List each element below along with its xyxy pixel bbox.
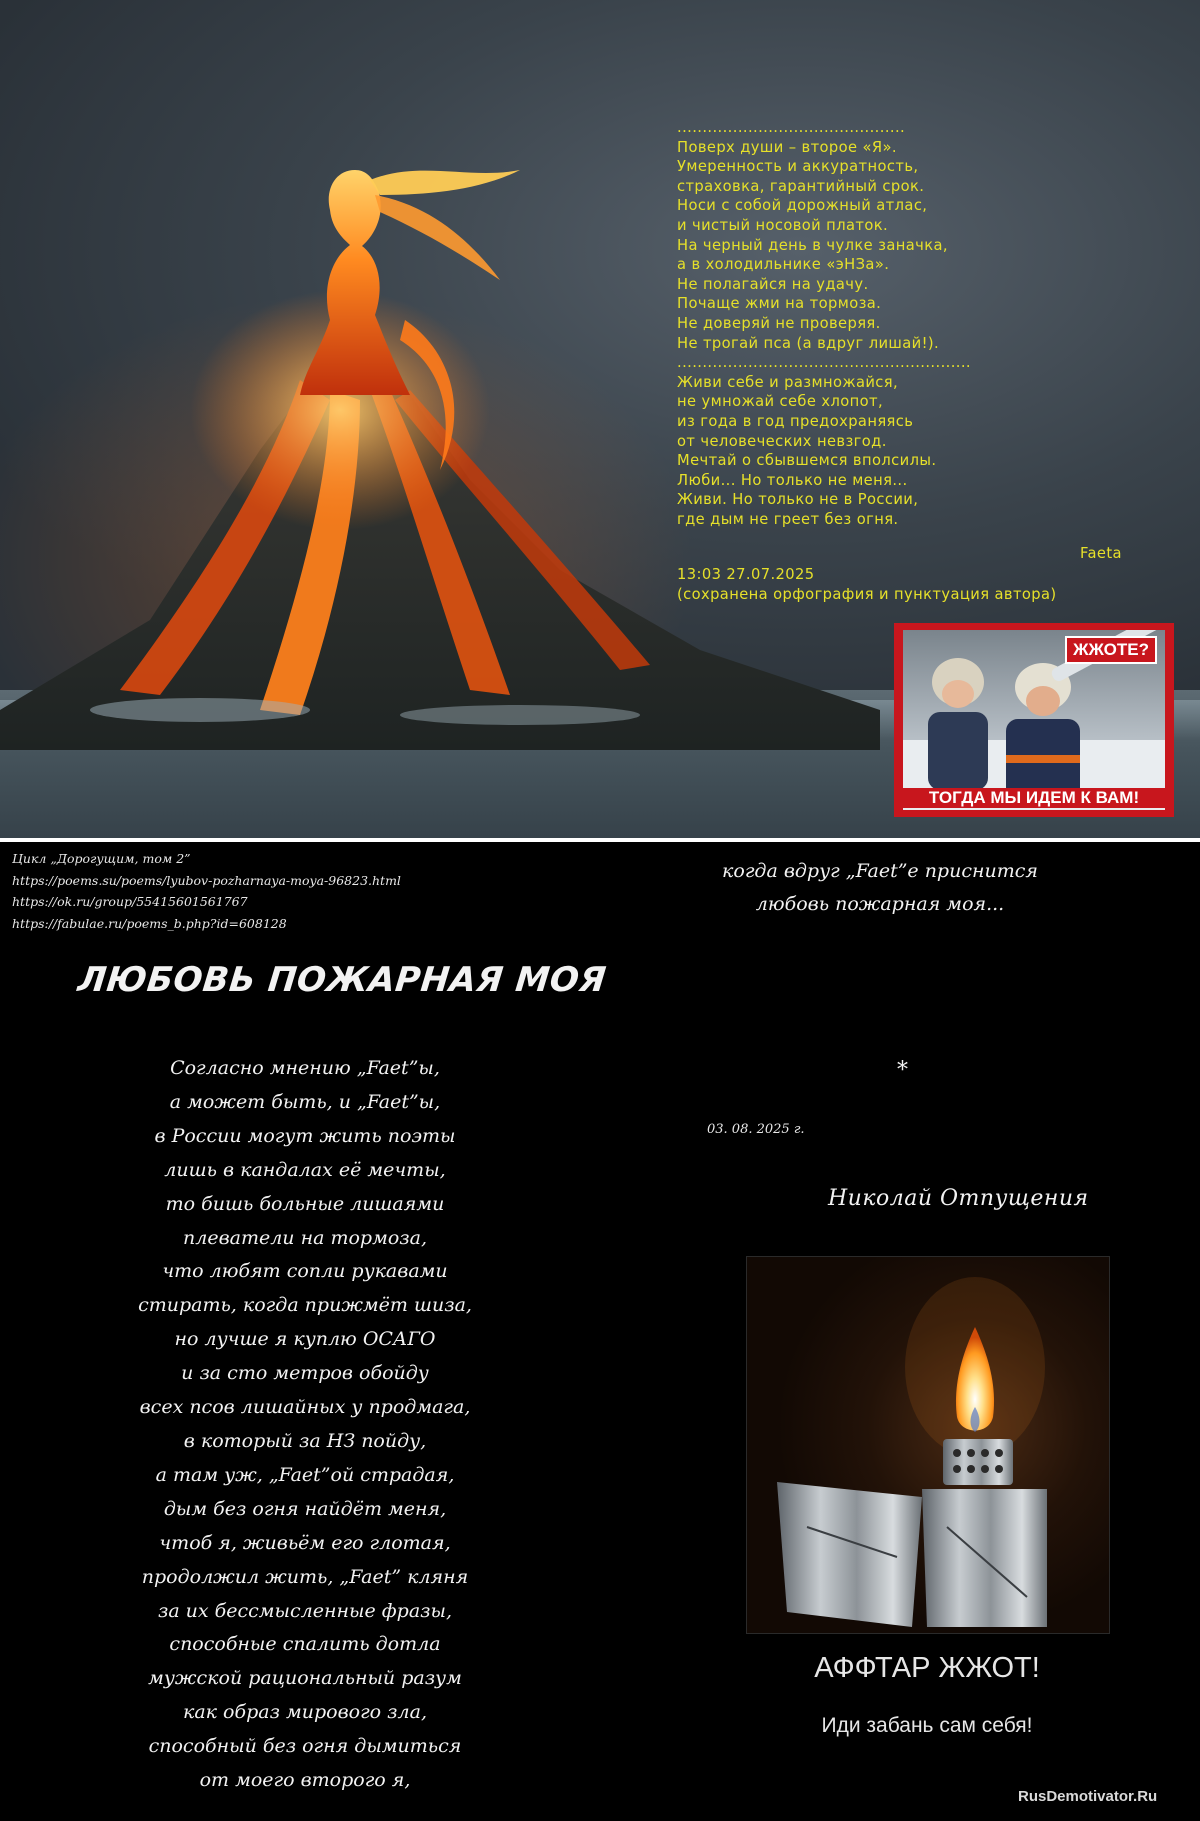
bottom-poem-line: стирать, когда прижмёт шиза, [138, 1294, 472, 1317]
top-poem-line: Умеренность и аккуратность, [677, 158, 919, 176]
firefighter-figure [918, 650, 998, 790]
poem-date: 03. 08. 2025 г. [707, 1122, 805, 1137]
top-poem-line: Поверх души – второе «Я». [677, 138, 897, 156]
source-link[interactable]: https://ok.ru/group/55415601561767 [12, 894, 248, 909]
top-poem-line: Не доверяй не проверяя. [677, 314, 881, 332]
bottom-poem-line: способный без огня дымиться [148, 1735, 462, 1758]
bottom-poem-line: мужской рациональный разум [148, 1667, 462, 1690]
top-poem-date: 13:03 27.07.2025 [677, 566, 815, 583]
demotivator-subcaption: Иди забань сам себя! [821, 1714, 1033, 1737]
bottom-poem-line: от моего второго я, [199, 1769, 411, 1792]
bottom-poem-line: а может быть, и „Faet”ы, [169, 1090, 441, 1113]
bottom-poem-line: а там уж, „Faet”ой страдая, [155, 1463, 455, 1486]
top-poem-line: Живи себе и размножайся, [677, 373, 899, 391]
firefighter-figure [998, 655, 1088, 800]
lighter-flame-icon [747, 1257, 1109, 1633]
top-poem-line: .......................................................... [677, 354, 971, 372]
bottom-poem-line: в России могут жить поэты [154, 1124, 456, 1147]
bottom-poem-line: всех псов лишайных у продмага, [139, 1396, 471, 1419]
bottom-poem-line: дым без огня найдёт меня, [163, 1497, 447, 1520]
poem-ending-line: любовь пожарная моя... [755, 893, 1005, 915]
top-poem-note: (сохранена орфография и пунктуация автора) [677, 585, 1057, 603]
top-poem-author: Faeta [1080, 545, 1122, 562]
bottom-poem-line: чтоб я, живьём его глотая, [159, 1531, 451, 1554]
source-link[interactable]: https://fabulae.ru/poems_b.php?id=608128 [12, 915, 287, 931]
top-poem-line: Люби... Но только не меня... [677, 471, 908, 489]
bottom-poem-line: лишь в кандалах её мечты, [164, 1158, 446, 1181]
firefighters-image-card [894, 623, 1174, 817]
firefighters-photo [903, 630, 1165, 810]
top-poem-line: от человеческих невзгод. [677, 432, 887, 450]
top-poem-line: а в холодильнике «эНЗа». [677, 256, 890, 274]
bottom-poem-line: то бишь больные лишаями [165, 1192, 445, 1215]
bottom-poem-line: способные спалить дотла [169, 1633, 441, 1656]
top-poem-line: страховка, гарантийный срок. [677, 177, 925, 195]
top-poem-line: и чистый носовой платок. [677, 216, 889, 234]
card-top-label: ЖЖОТЕ? [1065, 636, 1157, 664]
bottom-poem-line: что любят сопли рукавами [162, 1260, 448, 1283]
top-poem-line: из года в год предохраняясь [677, 412, 914, 430]
top-poem-line: где дым не греет без огня. [677, 510, 899, 528]
poem-ending-line: когда вдруг „Faet”е приснится [722, 860, 1038, 882]
top-poem-line: На черный день в чулке заначка, [677, 236, 948, 254]
top-poem-line: Почаще жми на тормоза. [677, 295, 882, 313]
top-poem-line: Не трогай пса (а вдруг лишай!). [677, 334, 940, 352]
bottom-poem-line: как образ мирового зла, [183, 1701, 427, 1724]
top-poem-line: ............................................. [677, 119, 906, 136]
top-illustration-panel [0, 0, 1200, 838]
top-poem-line: Не полагайся на удачу. [677, 275, 869, 293]
poem-signature: Николай Отпущения [828, 1186, 1089, 1211]
bottom-poem [60, 1052, 550, 1798]
cycle-title: Цикл „Дорогущим, том 2” [12, 851, 191, 866]
top-poem-line: Живи. Но только не в России, [677, 491, 919, 509]
top-poem [677, 118, 1157, 529]
card-bottom-label: ТОГДА МЫ ИДЕМ К ВАМ! [903, 788, 1165, 808]
bottom-poem-line: Согласно мнению „Faet”ы, [170, 1057, 440, 1079]
top-poem-line: не умножай себе хлопот, [677, 393, 884, 411]
demotivator-lighter-image [746, 1256, 1110, 1634]
bottom-meta-block [12, 848, 401, 934]
separator-star: * [897, 1058, 908, 1083]
bottom-poem-line: продолжил жить, „Faet” кляня [141, 1565, 469, 1588]
bottom-poem-line: плеватели на тормоза, [182, 1226, 428, 1249]
bottom-poem-line: и за сто метров обойду [181, 1362, 429, 1385]
top-poem-line: Носи с собой дорожный атлас, [677, 197, 928, 215]
poem-title: ЛЮБОВЬ ПОЖАРНАЯ МОЯ [75, 960, 609, 1000]
demotivator-caption: АФФТАР ЖЖОТ! [814, 1652, 1040, 1684]
top-poem-date-block [677, 565, 1197, 604]
bottom-poem-line: но лучше я куплю ОСАГО [174, 1328, 436, 1351]
top-poem-line: Мечтай о сбывшемся вполсилы. [677, 452, 937, 470]
source-link[interactable]: https://poems.su/poems/lyubov-pozharnaya-moya-96823.html [12, 872, 401, 888]
site-watermark: RusDemotivator.Ru [1018, 1788, 1158, 1805]
bottom-poem-line: за их бессмысленные фразы, [157, 1599, 453, 1622]
poem-ending [620, 855, 1140, 921]
bottom-poem-line: в который за НЗ пойду, [183, 1429, 427, 1452]
